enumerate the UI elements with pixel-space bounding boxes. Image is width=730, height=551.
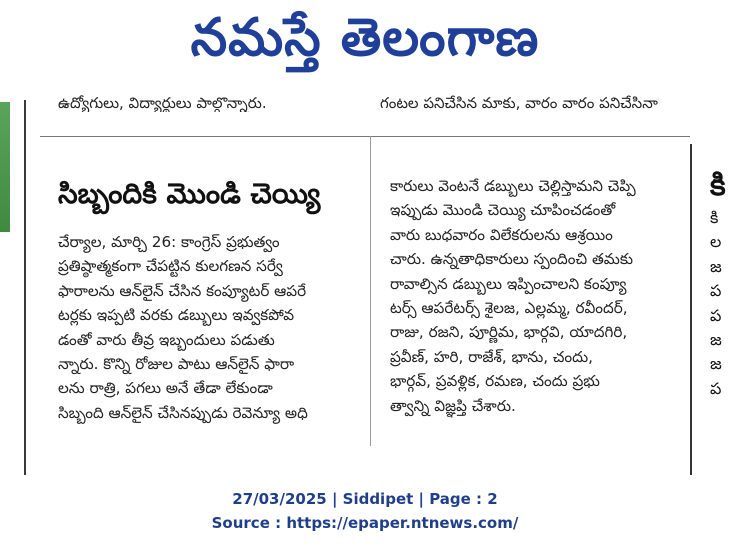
next-article-headline-fragment: కి (710, 168, 726, 203)
body-line: ఇప్పుడు మొండి చెయ్యి చూపించడంతో (390, 201, 616, 220)
edge-fragment: ప (710, 305, 722, 325)
edge-fragment: జ (710, 330, 722, 350)
body-line: రాజు, రజని, పూర్ణిమ, భార్గవి, యాదగిరి, (390, 323, 628, 342)
source-link: Source : https://epaper.ntnews.com/ (211, 514, 519, 532)
body-line: ఫారాలను ఆన్‌లైన్ చేసిన కంప్యూటర్ ఆపరే (58, 281, 307, 300)
body-line: న్నారు. కొన్ని రోజుల పాటు ఆన్‌లైన్ ఫారా (58, 355, 295, 374)
article-column-left (58, 230, 360, 425)
body-line: రావాల్సిన డబ్బులు ఇప్పించాలని కంప్యూ (390, 274, 627, 293)
edition-info: 27/03/2025 | Siddipet | Page : 2 (232, 490, 498, 508)
edge-fragment: ప (710, 378, 722, 398)
body-line: భార్గవ్, ప్రవళ్లిక, రమణ, చందు ప్రభు (390, 372, 600, 391)
article-headline: సిబ్బందికి మొండి చెయ్యి (58, 177, 321, 210)
edge-fragment: జ (710, 354, 722, 374)
left-column-rule (24, 100, 26, 475)
article-column-right (390, 174, 674, 418)
masthead-title: నమస్తే తెలంగాణ (190, 8, 540, 68)
body-line: చేర్యాల, మార్చి 26: కాంగ్రెస్ ప్రభుత్వం (58, 233, 280, 251)
body-line: సిబ్బంది ఆన్‌లైన్ చేసినప్పుడు రెవెన్యూ అధి (58, 403, 308, 422)
body-line: వారు బుధవారం విలేకరులను ఆశ్రయిం (390, 225, 613, 244)
cut-off-text-left: ఉద్యోగులు, విద్యార్థులు పాల్గొన్నారు. (58, 94, 267, 112)
body-line: ప్రతిష్ఠాత్మకంగా చేపట్టిన కులగణన సర్వే (58, 257, 283, 276)
edge-fragment: ల (710, 232, 722, 252)
body-line: టర్స్ ఆపరేటర్స్ శైలజ, ఎల్లమ్మ, రవీందర్, (390, 299, 628, 318)
body-line: టర్లకు ఇప్పటి వరకు డబ్బులు ఇవ్వకపోవ (58, 306, 295, 325)
body-line: చారు. ఉన్నతాధికారులు స్పందించి తమకు (390, 250, 634, 269)
article-top-rule (40, 136, 690, 137)
edge-fragment: జ (710, 256, 722, 276)
body-line: లను రాత్రి, పగలు అనే తేడా లేకుండా (58, 379, 273, 398)
body-line: ప్రవీణ్, హరి, రాజేశ్, భాను, చందు, (390, 347, 593, 366)
column-divider (370, 136, 371, 446)
masthead (0, 0, 730, 78)
right-column-rule (690, 144, 692, 475)
edge-fragment: ప (710, 281, 722, 301)
edge-fragment: కి (710, 208, 719, 227)
left-column-marker (0, 102, 10, 232)
next-article-edge (710, 166, 730, 401)
newspaper-clipping (0, 80, 730, 475)
body-line: కారులు వెంటనే డబ్బులు చెల్లిస్తామని చెప్పి (390, 177, 636, 195)
body-line: త్వాన్ని విజ్ఞప్తి చేశారు. (390, 396, 516, 415)
cut-off-text-right: గంటల పనిచేసిన మాకు, వారం వారం పనిచేసినా (380, 94, 658, 112)
body-line: డంతో వారు తీవ్ర ఇబ్బందులు పడుతు (58, 330, 275, 349)
